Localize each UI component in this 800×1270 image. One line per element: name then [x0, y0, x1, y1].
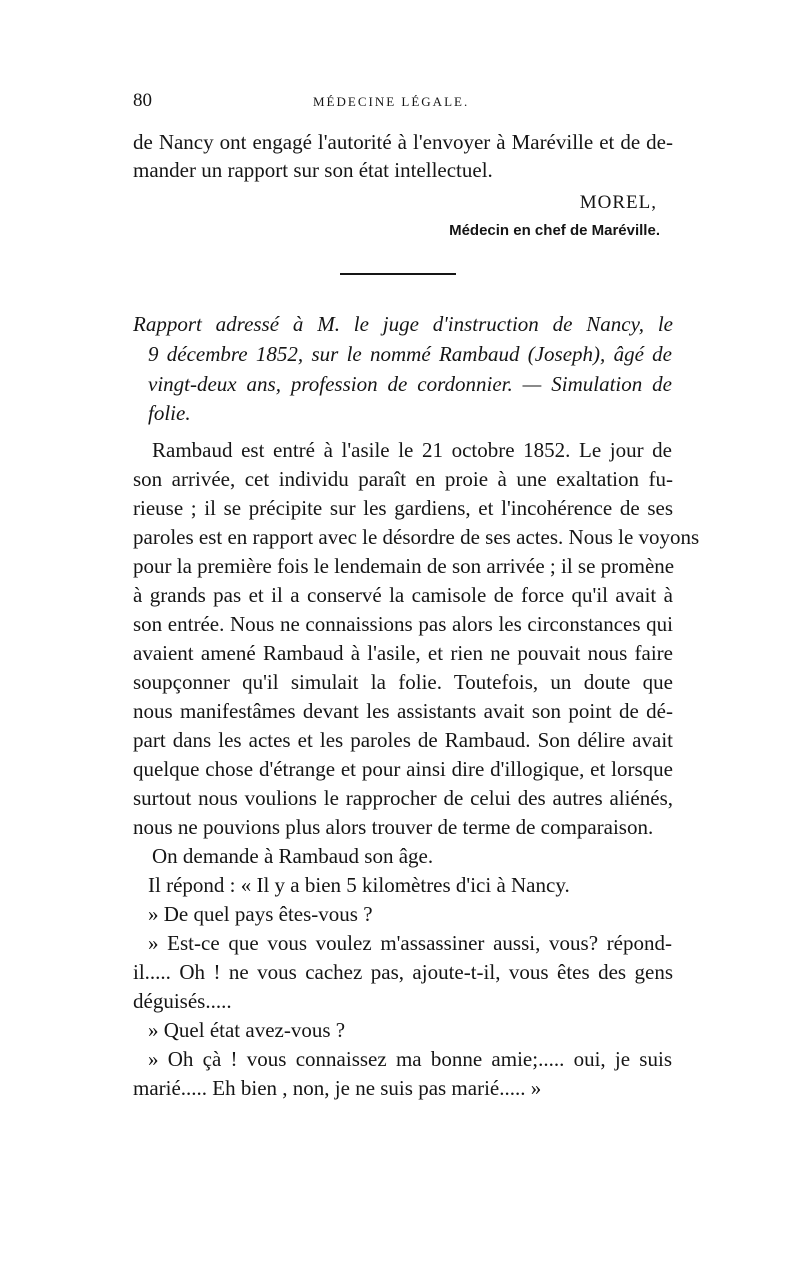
body-line: son entrée. Nous ne connaissions pas alors les circonstances qui — [133, 612, 673, 636]
body-line: » De quel pays êtes-vous ? — [148, 902, 373, 926]
body-line: à grands pas et il a conservé la camisole de force qu'il avait à — [133, 583, 673, 607]
body-line: paroles est en rapport avec le désordre de ses actes. Nous le voyons — [133, 525, 700, 549]
body-line: Il répond : « Il y a bien 5 kilomètres d'ici à Nancy. — [148, 873, 570, 897]
body-line: part dans les actes et les paroles de Rambaud. Son délire avait — [133, 728, 673, 752]
body-line: avaient amené Rambaud à l'asile, et rien ne pouvait nous faire — [133, 641, 673, 665]
body-line: Rambaud est entré à l'asile le 21 octobre 1852. Le jour de — [152, 438, 672, 462]
body-line: rieuse ; il se précipite sur les gardiens, et l'incohérence de ses — [133, 496, 673, 520]
report-title-line: folie. — [148, 401, 191, 425]
body-line: soupçonner qu'il simulait la folie. Toutefois, un doute que — [133, 670, 673, 694]
body-line: pour la première fois le lendemain de son arrivée ; il se promène — [133, 554, 675, 578]
running-head: MÉDECINE LÉGALE. — [313, 94, 470, 109]
body-line: » Quel état avez-vous ? — [148, 1018, 346, 1042]
page-number: 80 — [133, 90, 152, 111]
page-header — [133, 90, 673, 114]
body-line: son arrivée, cet individu paraît en proie à une exaltation fu- — [133, 467, 673, 491]
report-title-line: 9 décembre 1852, sur le nommé Rambaud (Joseph), âgé de — [148, 342, 672, 366]
body-line: marié..... Eh bien , non, je ne suis pas marié..... » — [133, 1076, 542, 1100]
body-line: surtout nous voulions le rapprocher de celui des autres aliénés, — [133, 786, 673, 810]
body-line: nous ne pouvions plus alors trouver de terme de comparaison. — [133, 815, 654, 839]
signature-name: MOREL, — [579, 192, 657, 213]
section-divider — [340, 273, 456, 275]
text-line: mander un rapport sur son état intellectuel. — [133, 158, 493, 182]
body-line: quelque chose d'étrange et pour ainsi dire d'illogique, et lorsque — [133, 757, 673, 781]
body-line: On demande à Rambaud son âge. — [152, 844, 434, 868]
text-line: de Nancy ont engagé l'autorité à l'envoyer à Maréville et de de- — [133, 130, 673, 154]
body-line: » Oh çà ! vous connaissez ma bonne amie;..... oui, je suis — [148, 1047, 672, 1071]
body-line: » Est-ce que vous voulez m'assassiner aussi, vous? répond- — [148, 931, 672, 955]
signature-title: Médecin en chef de Maréville. — [449, 222, 660, 239]
body-line: nous manifestâmes devant les assistants avait son point de dé- — [133, 699, 673, 723]
report-title-line: vingt-deux ans, profession de cordonnier. — Simulation de — [148, 372, 672, 396]
body-line: il..... Oh ! ne vous cachez pas, ajoute-t-il, vous êtes des gens — [133, 960, 673, 984]
body-line: déguisés..... — [133, 989, 232, 1013]
report-title-line: Rapport adressé à M. le juge d'instruction de Nancy, le — [133, 312, 673, 336]
